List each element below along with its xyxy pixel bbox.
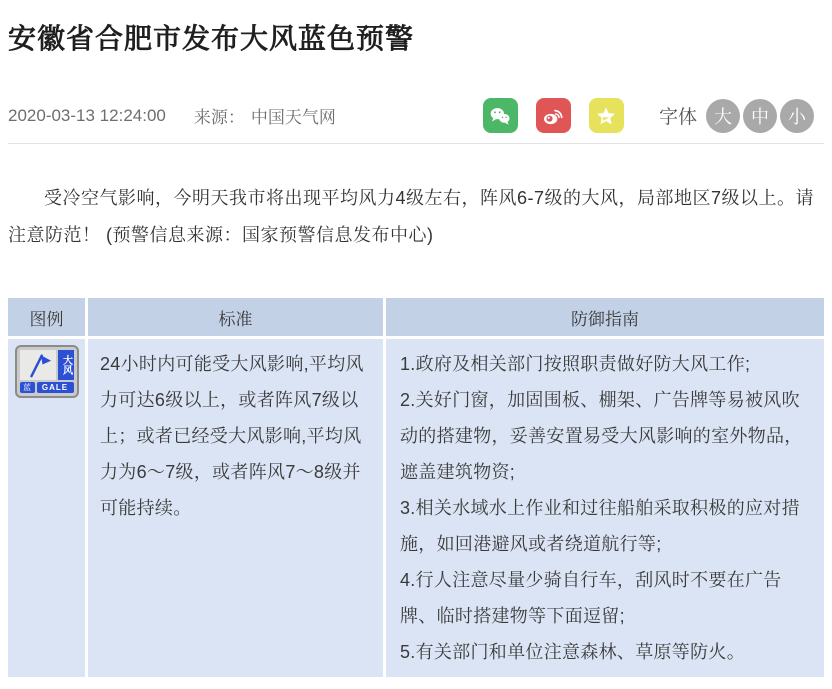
standard-cell: 24小时内可能受大风影响,平均风力可达6级以上，或者阵风7级以上；或者已经受大风影响,平均风力为6～7级，或者阵风7～8级并可能持续。 (88, 339, 383, 677)
article-paragraph: 受冷空气影响，今明天我市将出现平均风力4级左右，阵风6-7级的大风，局部地区7级以上。请注意防范！ (预警信息来源：国家预警信息发布中心) (8, 188, 815, 245)
wechat-share-button[interactable] (483, 98, 518, 133)
gale-icon-top (20, 350, 74, 380)
gale-blue-warning-icon (15, 345, 79, 398)
gale-cn-label: 大风 (58, 350, 74, 380)
col-header-guide: 防御指南 (386, 298, 824, 336)
guide-item: 5.有关部门和单位注意森林、草原等防火。 (400, 642, 746, 662)
col-header-legend: 图例 (8, 298, 85, 336)
font-size-large-button[interactable]: 大 (706, 99, 740, 133)
col-header-standard: 标准 (88, 298, 383, 336)
source-value: 中国天气网 (250, 108, 336, 127)
font-size-label: 字体 (658, 107, 697, 128)
share-and-font-tools (483, 98, 814, 133)
guide-item: 1.政府及相关部门按照职责做好防大风工作; (400, 354, 751, 374)
font-size-small-button[interactable]: 小 (780, 99, 814, 133)
wind-flag-icon (20, 350, 56, 380)
font-size-medium-button[interactable]: 中 (743, 99, 777, 133)
divider-line (8, 143, 824, 144)
weibo-share-button[interactable] (536, 98, 571, 133)
gale-icon-bottom (20, 382, 74, 393)
page-title: 安徽省合肥市发布大风蓝色预警 (8, 23, 415, 54)
warning-table (8, 298, 824, 677)
qzone-share-button[interactable] (589, 98, 624, 133)
meta-row (8, 98, 824, 133)
legend-cell (8, 339, 85, 677)
publish-date: 2020-03-13 12:24:00 (8, 105, 166, 125)
gale-level-label: 蓝 (20, 382, 35, 393)
guide-item: 4.行人注意尽量少骑自行车，刮风时不要在广告牌、临时搭建物等下面逗留; (400, 570, 782, 626)
meta-info (8, 103, 336, 128)
gale-en-label: GALE (37, 382, 74, 393)
source-label: 来源： (193, 108, 245, 127)
guide-item: 3.相关水域水上作业和过往船舶采取积极的应对措施，如回港避风或者绕道航行等; (400, 498, 800, 554)
wechat-icon (488, 104, 512, 128)
guide-item: 2.关好门窗，加固围板、棚架、广告牌等易被风吹动的搭建物，妥善安置易受大风影响的室外物品，遮盖建筑物资; (400, 390, 803, 482)
guide-cell (386, 339, 824, 677)
weibo-icon (541, 104, 565, 128)
qzone-star-icon (594, 104, 618, 128)
